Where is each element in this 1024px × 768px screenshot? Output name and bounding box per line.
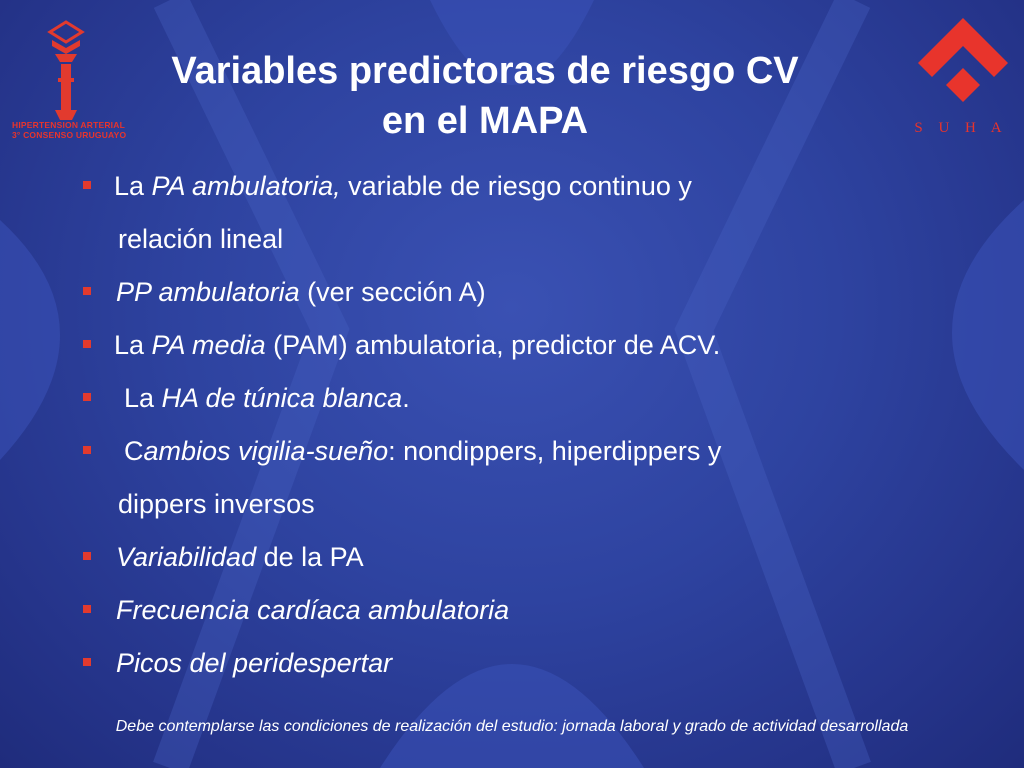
bullet-item-7 — [116, 594, 509, 626]
bullet-item-2 — [116, 276, 486, 308]
bullet-emphasis: Frecuencia cardíaca ambulatoria — [116, 595, 510, 625]
bullet-item-5 — [124, 435, 721, 467]
suha-logo-text: S U H A — [914, 120, 1008, 136]
bullet-text: La — [114, 171, 152, 201]
bullet-text: La — [114, 330, 152, 360]
title-line-1: Variables predictoras de riesgo CV — [171, 50, 799, 92]
bullet-icon — [83, 340, 91, 348]
bullet-text: variable de riesgo continuo y — [340, 171, 692, 201]
bullet-text: La — [124, 383, 162, 413]
bullet-icon — [83, 658, 91, 666]
title-line-2: en el MAPA — [381, 100, 589, 142]
bullet-item-1-continuation: relación lineal — [118, 224, 284, 254]
bullet-emphasis: Picos del peridespertar — [116, 648, 393, 678]
bullet-text: de la PA — [256, 542, 364, 572]
bullet-icon — [83, 605, 91, 613]
bullet-emphasis: HA de túnica blanca — [161, 383, 403, 413]
logo-left-line1: HIPERTENSION ARTERIAL — [12, 120, 125, 130]
bullet-icon — [83, 181, 91, 189]
bullet-text: : nondippers, hiperdippers y — [388, 436, 722, 466]
bullet-text: (ver sección A) — [299, 277, 486, 307]
bullet-item-6 — [116, 541, 364, 573]
bullet-text: (PAM) ambulatoria, predictor de ACV. — [265, 330, 721, 360]
bullet-text: C — [124, 436, 144, 466]
bullet-item-1 — [114, 170, 692, 202]
bullet-text: . — [402, 383, 410, 413]
bullet-emphasis: PP ambulatoria — [116, 277, 300, 307]
bullet-emphasis: PA media — [151, 330, 266, 360]
bullet-item-5-continuation: dippers inversos — [118, 489, 315, 519]
bullet-emphasis: PA ambulatoria, — [151, 171, 341, 201]
bullet-icon — [83, 552, 91, 560]
bullet-icon — [83, 287, 91, 295]
bullet-icon — [83, 446, 91, 454]
bullet-item-3 — [114, 329, 720, 361]
logo-left-line2: 3° CONSENSO URUGUAYO — [12, 130, 127, 140]
bullet-icon — [83, 393, 91, 401]
bullet-emphasis: Variabilidad — [116, 542, 257, 572]
bullet-item-8 — [116, 647, 392, 679]
bullet-item-4 — [124, 382, 410, 414]
footer-note: Debe contemplarse las condiciones de realización del estudio: jornada laboral y grado de actividad desarrollada — [115, 718, 909, 735]
bullet-emphasis: ambios vigilia-sueño — [143, 436, 389, 466]
